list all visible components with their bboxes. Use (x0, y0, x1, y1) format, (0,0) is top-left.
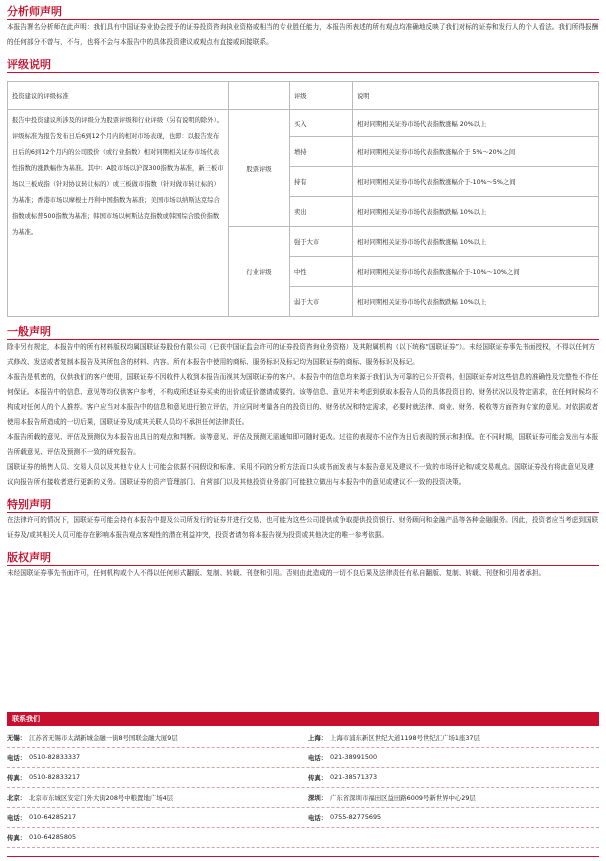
industry-grade: 中性 (290, 257, 353, 287)
stock-grade-desc: 相对同期相关证券市场代表指数涨幅介于 5%～20%之间 (353, 137, 599, 167)
footer-divider (7, 856, 599, 857)
contact-label: 电话： (308, 754, 328, 762)
contact-value: 0510-82833217 (29, 773, 81, 781)
stock-rating-label: 股票评级 (229, 110, 290, 227)
rating-explanation-title: 评级说明 (7, 58, 599, 73)
contact-label: 深圳： (308, 794, 328, 802)
header-description: 说明 (353, 82, 599, 110)
general-statement-p3: 本报告所载的意见、评估及预测仅为本报告出具日的观点和判断。该等意见、评估及预测无需通知即可随时更改。过往的表现亦不应作为日后表现的预示和担保。在不同时期，国联证券可能会发出与本报告所载意见、评估及预测不一致的研究报告。 (7, 433, 599, 456)
contact-label: 北京： (7, 794, 27, 802)
contact-value: 江苏省无锡市太湖新城金融一街8号国联金融大厦9层 (29, 734, 178, 742)
contact-row (7, 788, 599, 808)
contact-row (7, 748, 599, 768)
contact-label: 传真： (308, 774, 328, 782)
rating-table-header (8, 82, 599, 110)
contact-us-bar: 联系我们 (7, 712, 599, 726)
contact-value: 广东省深圳市福田区益田路6009号新世界中心29层 (330, 794, 476, 802)
contact-value: 上海市浦东新区世纪大道1198号世纪汇广场1座37层 (330, 734, 480, 742)
stock-grade: 卖出 (290, 197, 353, 227)
stock-grade: 持有 (290, 167, 353, 197)
stock-grade: 买入 (290, 110, 353, 137)
contact-row (7, 768, 599, 788)
rating-table (7, 81, 599, 317)
contact-label: 传真： (7, 774, 27, 782)
stock-grade-desc: 相对同期相关证券市场代表指数涨幅 20%以上 (353, 110, 599, 137)
general-statement-p2: 本报告是机密的，仅供我们的客户使用，国联证券不因收件人收到本报告而视其为国联证券的客户。本报告中的信息均来源于我们认为可靠的已公开资料，但国联证券对这些信息的准确性及完整性不作任何保证。本报告中的信息、意见等均仅供客户参考，不构成所述证券买卖的出价或征价邀请或要约。该等信息、意见并未考虑到获取本报告人员的具体投资目的、财务状况以及特定需求，在任何时候均不构成对任何人的个人推荐。客户应当对本报告中的信息和意见进行独立评估，并应同时考量各自的投资目的、财务状况和特定需求，必要时就法律、商业、财务、税收等方面咨询专家的意见。对依据或者使用本报告所造成的一切后果，国联证券及/或其关联人员均不承担任何法律责任。 (7, 373, 599, 426)
industry-grade-desc: 相对同期相关证券市场代表指数涨幅介于-10%～10%之间 (353, 257, 599, 287)
general-statement-title: 一般声明 (7, 325, 599, 340)
industry-grade: 强于大市 (290, 227, 353, 257)
special-statement-text: 在法律许可的情况下，国联证券可能会持有本报告中提及公司所发行的证券并进行交易，也可能为这些公司提供或争取提供投资银行、财务顾问和金融产品等各种金融服务。因此，投资者应当考虑到国联证券及/或其相关人员可能存在影响本报告观点客观性的潜在利益冲突，投资者请勿将本报告视为投资或其他决定的唯一参考依据。 (7, 516, 599, 539)
contact-value: 021-38571373 (330, 773, 378, 781)
contact-value: 010-64285217 (29, 813, 77, 821)
stock-grade-desc: 相对同期相关证券市场代表指数涨幅介于-10%～5%之间 (353, 167, 599, 197)
analyst-statement-title: 分析师声明 (7, 5, 599, 20)
contact-row (7, 808, 599, 828)
analyst-statement-text: 本报告署名分析师在此声明：我们具有中国证券业协会授予的证券投资咨询执业资格或相当的专业胜任能力，本报告所表述的所有观点均准确地反映了我们对标的证券和发行人的个人看法。我们所得报酬的任何部分不曾与，不与，也将不会与本报告中的具体投资建议或观点有直接或间接联系。 (7, 23, 599, 46)
industry-grade-desc: 相对同期相关证券市场代表指数跌幅 10%以上 (353, 287, 599, 317)
report-page (7, 3, 599, 581)
contact-value: 010-64285805 (29, 833, 77, 841)
contact-label: 电话： (308, 814, 328, 822)
copyright-statement-text: 未经国联证券事先书面许可，任何机构或个人不得以任何形式翻版、复制、转载、刊登和引用。否则由此造成的一切不良后果及法律责任有私自翻版、复制、转载、刊登和引用者承担。 (7, 569, 546, 577)
industry-grade: 弱于大市 (290, 287, 353, 317)
contact-list (7, 728, 599, 848)
contact-value: 0510-82833337 (29, 753, 81, 761)
copyright-statement-title: 版权声明 (7, 551, 599, 566)
rating-basis-text: 报告中投资建议所涉及的评级分为股票评级和行业评级（另有说明的除外）。评级标准为报告发布日后6到12个月内的相对市场表现，也即：以报告发布日后的6到12个月内的公司股价（或行业指数）相对同期相关证券市场代表性指数的涨跌幅作为基准。其中：A股市场以沪深300指数为基准，新三板市场以三板成指（针对协议转让标的）或三板做市指数（针对做市转让标的）为基准；香港市场以摩根士丹利中国指数为基准；美国市场以纳斯达克综合指数或标普500指数为基准；韩国市场以柯斯达克指数或韩国综合股价指数为基准。 (8, 110, 229, 317)
special-statement-title: 特别声明 (7, 498, 599, 513)
contact-label: 上海： (308, 734, 328, 742)
rating-row (8, 110, 599, 137)
contact-label: 电话： (7, 754, 27, 762)
contact-row (7, 828, 599, 848)
general-statement-p1: 除非另有规定，本报告中的所有材料版权均属国联证券股份有限公司（已获中国证监会许可的证券投资咨询业务资格）及其附属机构（以下统称“国联证券”）。未经国联证券事先书面授权，不得以任何方式修改、发送或者复制本报告及其所包含的材料、内容。所有本报告中使用的商标、服务标识及标记均为国联证券的商标、服务标识及标记。 (7, 343, 596, 366)
header-category: 评级 (290, 82, 353, 110)
contact-row (7, 728, 599, 748)
contact-value: 021-38991500 (330, 753, 378, 761)
industry-rating-label: 行业评级 (229, 227, 290, 317)
general-statement-p4: 国联证券的销售人员、交易人员以及其他专业人士可能会依据不同假设和标准、采用不同的分析方法而口头或书面发表与本报告意见及建议不一致的市场评论和/或交易观点。国联证券没有将此意见及建议向报告所有接收者进行更新的义务。国联证券的资产管理部门、自营部门以及其他投资业务部门可能独立做出与本报告中的意见或建议不一致的投资决策。 (7, 463, 594, 486)
industry-grade-desc: 相对同期相关证券市场代表指数涨幅 10%以上 (353, 227, 599, 257)
contact-label: 无锡： (7, 734, 27, 742)
contact-value: 0755-82775695 (330, 813, 382, 821)
header-basis: 投资建议的评级标准 (8, 82, 229, 110)
contact-label: 电话： (7, 814, 27, 822)
contact-label: 传真： (7, 834, 27, 842)
stock-grade-desc: 相对同期相关证券市场代表指数跌幅 10%以上 (353, 197, 599, 227)
stock-grade: 增持 (290, 137, 353, 167)
contact-value: 北京市东城区安定门外大街208号中粮置地广场4层 (29, 794, 174, 802)
